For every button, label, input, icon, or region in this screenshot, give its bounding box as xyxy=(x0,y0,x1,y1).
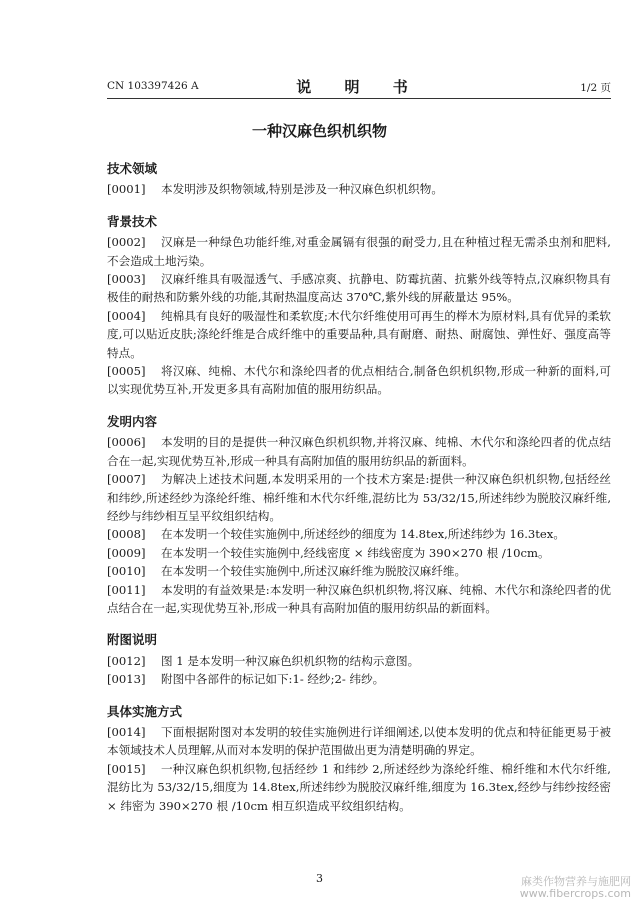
section-heading: 技术领域 xyxy=(107,161,158,176)
paragraph-text: 本发明涉及织物领域,特别是涉及一种汉麻色织机织物。 xyxy=(161,182,443,197)
header-divider xyxy=(107,98,611,99)
paragraph-text: 汉麻纤维具有吸湿透气、手感凉爽、抗静电、防霉抗菌、抗紫外线等特点,汉麻织物具有极佳的耐热和防紫外线的功能,其耐热温度高达 370℃,紫外线的屏蔽量达 95%。 xyxy=(107,272,611,305)
section-heading: 具体实施方式 xyxy=(107,703,183,719)
publication-number: CN 103397426 A xyxy=(107,80,199,92)
paragraph xyxy=(107,760,611,815)
paragraph xyxy=(107,525,611,543)
paragraph-text: 附图中各部件的标记如下:1- 经纱;2- 纬纱。 xyxy=(161,672,385,687)
paragraph xyxy=(107,581,611,618)
watermark xyxy=(520,876,631,900)
section-heading: 附图说明 xyxy=(107,632,158,648)
paragraph-number: [0009] xyxy=(107,545,146,560)
paragraph-text: 在本发明一个较佳实施例中,所述经纱的细度为 14.8tex,所述纬纱为 16.3tex。 xyxy=(161,527,565,542)
paragraph-text: 本发明的有益效果是:本发明一种汉麻色织机织物,将汉麻、纯棉、木代尔和涤纶四者的优点结合在一起,实现优势互补,形成一种具有高附加值的服用纺织品的新面料。 xyxy=(107,582,611,615)
page-number: 3 xyxy=(316,872,323,885)
watermark-line-2: www.fibercrops.com xyxy=(519,887,631,900)
paragraph-number: [0006] xyxy=(107,435,146,450)
paragraph-text: 将汉麻、纯棉、木代尔和涤纶四者的优点相结合,制备色织机织物,形成一种新的面料,可以实现优势互补,开发更多具有高附加值的服用纺织品。 xyxy=(107,364,611,397)
page-info: 1/2 页 xyxy=(580,82,611,94)
paragraph-text: 一种汉麻色织机织物,包括经纱 1 和纬纱 2,所述经纱为涤纶纤维、棉纤维和木代尔纤维,混纺比为 53/32/15,细度为 14.8tex,所述纬纱为脱胶汉麻纤维,细度为 16.3tex,经纱与纬纱按经密 × 纬密为 390×270 根 /10cm 相互织造成平纹组织结构。 xyxy=(107,761,611,813)
paragraph xyxy=(107,544,611,562)
document-body xyxy=(107,160,611,815)
paragraph xyxy=(107,670,611,688)
paragraph-text: 本发明的目的是提供一种汉麻色织机织物,并将汉麻、纯棉、木代尔和涤纶四者的优点结合在一起,实现优势互补,形成一种具有高附加值的服用纺织品的新面料。 xyxy=(107,435,611,468)
section-heading: 背景技术 xyxy=(107,213,158,229)
paragraph xyxy=(107,180,611,198)
paragraph xyxy=(107,307,611,362)
paragraph-number: [0014] xyxy=(107,724,146,739)
paragraph xyxy=(107,470,611,525)
watermark-line-1: 麻类作物营养与施肥网 xyxy=(521,875,631,888)
paragraph-number: [0010] xyxy=(107,564,146,579)
paragraph-text: 纯棉具有良好的吸湿性和柔软度;木代尔纤维使用可再生的榉木为原材料,具有优异的柔软度,可以贴近皮肤;涤纶纤维是合成纤维中的重要品种,具有耐磨、耐热、耐腐蚀、弹性好、强度高等特点。 xyxy=(107,308,611,360)
paragraph-number: [0012] xyxy=(107,653,146,668)
paragraph-number: [0002] xyxy=(107,235,146,250)
paragraph-number: [0011] xyxy=(107,582,146,597)
document-title: 一种汉麻色织机织物 xyxy=(251,122,387,140)
paragraph-number: [0001] xyxy=(107,182,146,197)
paragraph-number: [0003] xyxy=(107,272,146,287)
paragraph-text: 为解决上述技术问题,本发明采用的一个技术方案是:提供一种汉麻色织机织物,包括经丝和纬纱,所述经纱为涤纶纤维、棉纤维和木代尔纤维,混纺比为 53/32/15,所述纬纱为脱胶汉麻纤维,经纱与纬纱相互呈平纹组织结构。 xyxy=(107,472,611,523)
paragraph-text: 在本发明一个较佳实施例中,经线密度 × 纬线密度为 390×270 根 /10cm。 xyxy=(161,545,550,560)
paragraph-number: [0007] xyxy=(107,472,146,487)
paragraph xyxy=(107,723,611,760)
page-header xyxy=(107,76,611,96)
paragraph-text: 图 1 是本发明一种汉麻色织机织物的结构示意图。 xyxy=(161,653,420,668)
paragraph xyxy=(107,562,611,580)
paragraph-text: 在本发明一个较佳实施例中,所述汉麻纤维为脱胶汉麻纤维。 xyxy=(161,564,467,579)
paragraph xyxy=(107,433,611,470)
paragraph-number: [0013] xyxy=(107,672,146,687)
paragraph xyxy=(107,652,611,670)
paragraph xyxy=(107,270,611,307)
paragraph-number: [0005] xyxy=(107,364,146,379)
paragraph-text: 下面根据附图对本发明的较佳实施例进行详细阐述,以使本发明的优点和特征能更易于被本领域技术人员理解,从而对本发明的保护范围做出更为清楚明确的界定。 xyxy=(107,724,611,758)
section-heading: 发明内容 xyxy=(107,413,158,429)
paragraph-number: [0004] xyxy=(107,308,146,323)
paragraph-number: [0008] xyxy=(107,527,146,542)
paragraph xyxy=(107,233,611,270)
document-type: 说 明 书 xyxy=(296,78,422,96)
paragraph xyxy=(107,362,611,399)
paragraph-text: 汉麻是一种绿色功能纤维,对重金属镉有很强的耐受力,且在种植过程无需杀虫剂和肥料,不会造成土地污染。 xyxy=(107,235,611,268)
paragraph-number: [0015] xyxy=(107,761,146,776)
